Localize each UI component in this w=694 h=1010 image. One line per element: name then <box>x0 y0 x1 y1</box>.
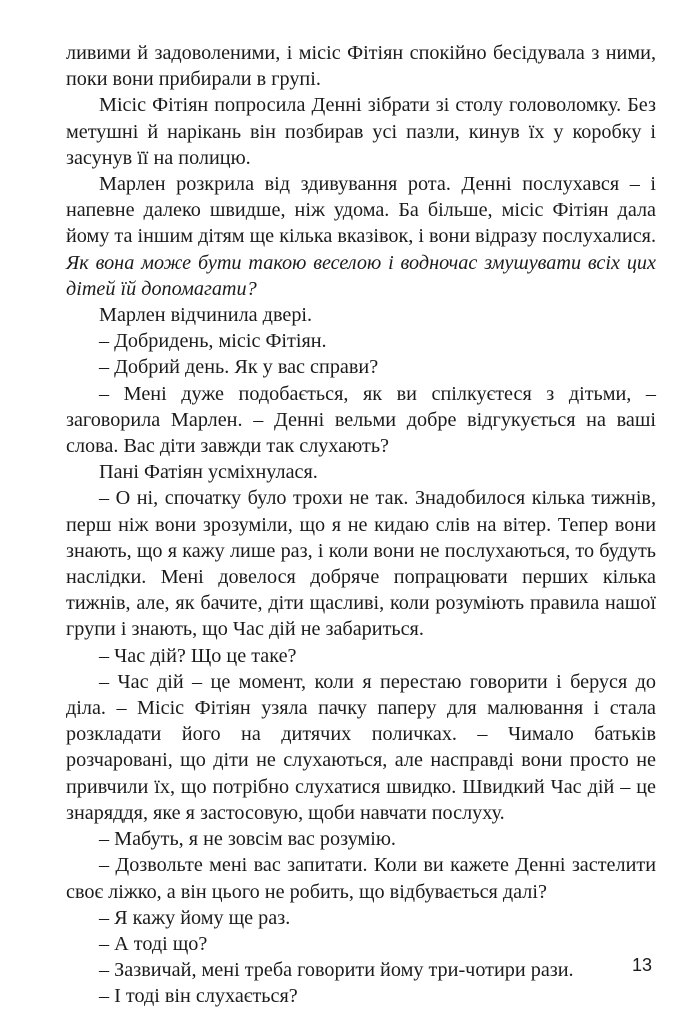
page-number: 13 <box>631 955 652 975</box>
paragraph <box>66 957 656 983</box>
paragraph-text: – Зазвичай, мені треба говорити йому три-чотири рази. <box>99 959 574 982</box>
italic-thought: Як вона може бути такою веселою і водночас змушувати всіх цих дітей їй допомагати? <box>66 251 656 300</box>
paragraph-text: – Дозвольте мені вас запитати. Коли ви кажете Денні застелити своє ліжко, а він цього не робить, що відбувається далі? <box>66 854 656 903</box>
paragraph <box>66 354 656 380</box>
paragraph-text: – О ні, спочатку було трохи не так. Знадобилося кілька тижнів, перш ніж вони зрозуміли, що я не кидаю слів на вітер. Тепер вони знають, що я кажу лише раз, і коли вони не послухаються, то будуть наслідки. Мені довелося добряче попрацювати перших кілька тижнів, але, як бачите, діти щасливі, коли розуміють правила нашої групи і знають, що Час дій не забариться. <box>66 487 656 641</box>
paragraph <box>66 826 656 852</box>
paragraph <box>66 905 656 931</box>
paragraph <box>66 485 656 642</box>
paragraph <box>66 381 656 460</box>
paragraph-text: – Я кажу йому ще раз. <box>99 906 291 929</box>
paragraph-text: Марлен розкрила від здивування рота. Денні послухався – і напевне далеко швидше, ніж удома. Ба більше, місіс Фітіян дала йому та іншим дітям ще кілька вказівок, і вони відразу послухалися. <box>66 173 656 248</box>
paragraph-text: – І тоді він слухається? <box>99 985 298 1008</box>
paragraph <box>66 171 656 302</box>
paragraph <box>66 931 656 957</box>
paragraph-text: – Добрий день. Як у вас справи? <box>99 356 379 379</box>
paragraph <box>66 983 656 1009</box>
paragraph <box>66 852 656 904</box>
paragraph-text: – Час дій – це момент, коли я перестаю говорити і беруся до діла. – Місіс Фітіян узяла пачку паперу для малювання і стала розкладати його на дитячих поличках. – Чимало батьків розчаровані, що діти не слухаються, але насправді вони просто не привчили їх, що потрібно слухатися швидко. Швидкий Час дій – це знаряддя, яке я застосовую, щоби навчати послуху. <box>66 670 656 824</box>
paragraph <box>66 328 656 354</box>
paragraph-text: – Мабуть, я не зовсім вас розумію. <box>99 828 396 851</box>
paragraph-text: – Мені дуже подобається, як ви спілкуєтеся з дітьми, – заговорила Марлен. – Денні вельми добре відгукується на ваші слова. Вас діти завжди так слухають? <box>66 382 656 458</box>
paragraph <box>66 92 656 171</box>
paragraph <box>66 302 656 328</box>
paragraph-text: – Час дій? Що це таке? <box>99 644 297 667</box>
paragraph <box>66 643 656 669</box>
paragraph <box>66 459 656 485</box>
paragraph <box>66 669 656 826</box>
paragraph-text: Марлен відчинила двері. <box>99 304 313 327</box>
paragraph-text: – Добридень, місіс Фітіян. <box>99 330 327 353</box>
paragraph-text: – А тоді що? <box>99 932 208 955</box>
paragraph-text: Пані Фатіян усміхнулася. <box>99 461 318 484</box>
paragraph <box>66 40 656 92</box>
paragraph-text: ливими й задоволеними, і місіс Фітіян спокійно бесідувала з ними, поки вони прибирали в групі. <box>66 42 656 91</box>
paragraph-text: Місіс Фітіян попросила Денні зібрати зі столу головоломку. Без метушні й нарікань він позбирав усі пазли, кинув їх у коробку і засунув її на полицю. <box>66 94 656 169</box>
